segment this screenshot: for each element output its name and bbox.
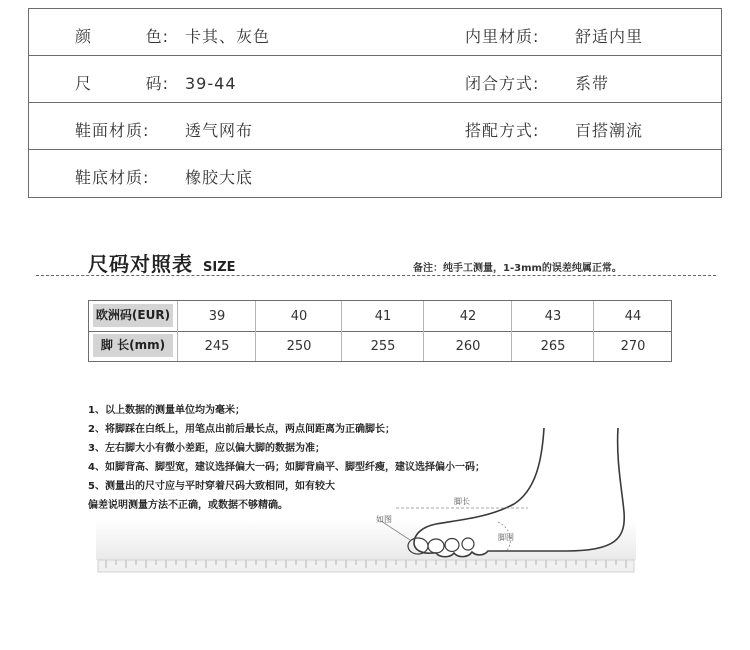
foot-length-header: 脚 长(mm) <box>93 334 173 357</box>
spec-label: 搭配方式: <box>465 121 540 140</box>
spec-row <box>29 9 721 56</box>
instruction-line: 4、如脚背高、脚型宽，建议选择偏大一码；如脚背扁平、脚型纤瘦，建议选择偏小一码； <box>88 462 485 473</box>
foot-length-cell: 270 <box>593 331 672 361</box>
spec-value: 透气网布 <box>185 121 254 140</box>
spec-label: 颜 色: <box>75 27 169 46</box>
eur-size-header: 欧洲码(EUR) <box>93 304 173 327</box>
foot-length-row <box>89 331 671 361</box>
dashed-divider <box>36 275 716 276</box>
foot-length-cell: 255 <box>341 331 424 361</box>
instruction-line: 1、以上数据的测量单位均为毫米； <box>88 405 245 416</box>
spec-value: 橡胶大底 <box>185 168 254 187</box>
instruction-line: 3、左右脚大小有微小差距，应以偏大脚的数据为准； <box>88 443 325 454</box>
spec-label: 鞋面材质: <box>75 121 150 140</box>
foot-length-cell: 245 <box>177 331 256 361</box>
size-chart-title: 尺码对照表 SIZE <box>88 252 236 276</box>
eur-size-cell: 44 <box>593 301 672 331</box>
spec-value: 卡其、灰色 <box>185 27 271 46</box>
eur-size-cell: 43 <box>511 301 594 331</box>
size-table <box>88 300 672 362</box>
foot-outline <box>414 428 624 557</box>
spec-row <box>29 56 721 103</box>
product-spec-table <box>28 8 722 198</box>
spec-value: 系带 <box>575 74 610 93</box>
eur-size-cell: 40 <box>255 301 342 331</box>
spec-row <box>29 150 721 196</box>
spec-label: 闭合方式: <box>465 74 540 93</box>
foot-length-cell: 265 <box>511 331 594 361</box>
foot-length-label: 脚长 <box>454 497 470 506</box>
spec-value: 39-44 <box>185 74 237 93</box>
spec-value: 舒适内里 <box>575 27 644 46</box>
instruction-line: 偏差说明测量方法不正确，或数据不够精确。 <box>88 500 288 511</box>
measurement-note: 备注：纯手工测量，1-3mm的误差纯属正常。 <box>413 263 622 274</box>
eur-size-cell: 42 <box>423 301 512 331</box>
eur-size-cell: 41 <box>341 301 424 331</box>
instruction-line: 2、将脚踩在白纸上，用笔点出前后最长点，两点间距离为正确脚长； <box>88 424 395 435</box>
instep-label: 如图 <box>376 515 392 524</box>
spec-label: 内里材质: <box>465 27 540 46</box>
spec-row <box>29 103 721 150</box>
foot-girth-label: 脚围 <box>498 533 514 542</box>
spec-label: 尺 码: <box>75 74 169 93</box>
foot-length-cell: 260 <box>423 331 512 361</box>
foot-length-cell: 250 <box>255 331 342 361</box>
size-chart-title-en: SIZE <box>203 260 236 275</box>
eur-size-row <box>89 301 671 332</box>
eur-size-cell: 39 <box>177 301 256 331</box>
instruction-line: 5、测量出的尺寸应与平时穿着尺码大致相同，如有较大 <box>88 481 335 492</box>
spec-label: 鞋底材质: <box>75 168 150 187</box>
spec-value: 百搭潮流 <box>575 121 644 140</box>
